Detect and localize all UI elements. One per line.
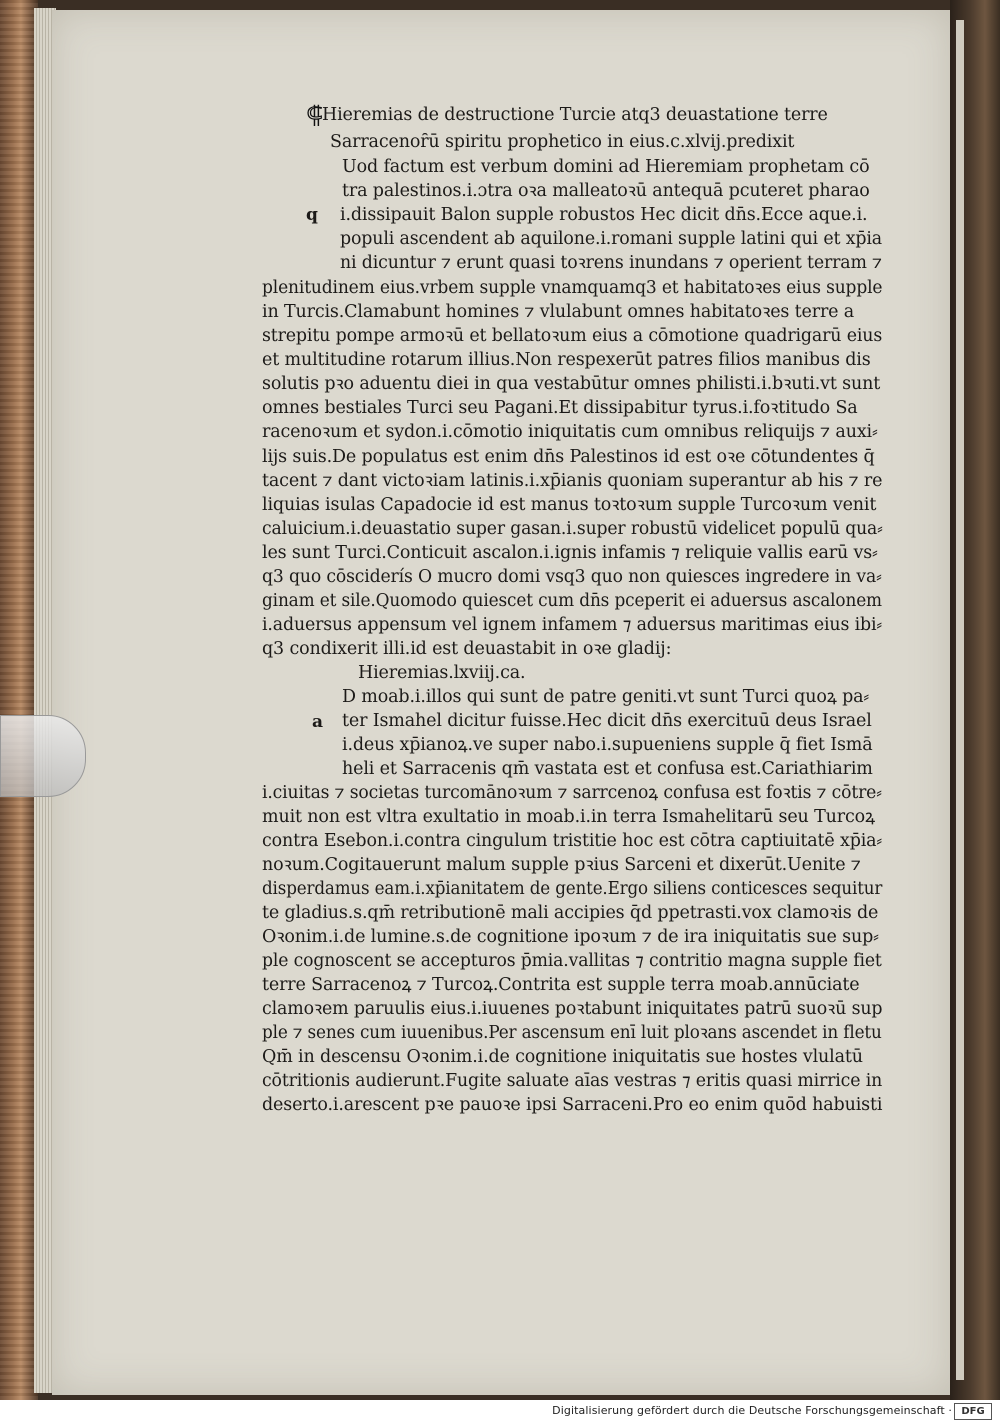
text-line: q3 quo cōsciderís O mucro domi vsq3 quo non quiesces ingredere in va⸗ xyxy=(262,567,882,587)
text-line: plenitudinem eius.vrbem supple vnamquamq3 et habitatoꝛes eius supple xyxy=(262,278,883,298)
text-line: D moab.i.illos qui sunt de patre geniti.vt sunt Turci quoꝝ pa⸗ xyxy=(342,687,870,707)
text-line: lijs suis.De populatus est enim dn̄s Palestinos id est oꝛe cōtundentes q̄ xyxy=(262,447,875,467)
text-line: Hieremias de destructione Turcie atq3 deuastatione terre xyxy=(322,105,828,125)
text-line: disperdamus eam.i.xp̄ianitatem de gente.Ergo siliens conticesces sequitur xyxy=(262,879,883,899)
text-line: populi ascendent ab aquilone.i.romani supple latini qui et xp̄ia xyxy=(340,229,883,249)
text-line: Sarracenoȓū spiritu prophetico in eius.c.xlvij.predixit xyxy=(330,132,795,152)
text-line: solutis pꝛo aduentu diei in qua vestabūtur omnes philisti.i.bꝛuti.vt sunt xyxy=(262,374,881,394)
text-line: racenoꝛum et sydon.i.cōmotio iniquitatis cum omnibus reliquijs ⁊ auxi⸗ xyxy=(262,422,878,442)
text-line: ni dicuntur ⁊ erunt quasi toꝛrens inundans ⁊ operient terram ⁊ xyxy=(340,253,882,273)
text-line: ginam et sile.Quomodo quiescet cum dn̄s pceperit ei aduersus ascalonem xyxy=(262,591,882,611)
text-line: ple ⁊ senes cum iuuenibus.Per ascensum enī luit ploꝛans ascendet in fletu xyxy=(262,1023,882,1043)
text-line: Oꝛonim.i.de lumine.s.de cognitione ipoꝛum ⁊ de ira iniquitatis sue sup⸗ xyxy=(262,927,879,947)
text-line: i.ciuitas ⁊ societas turcomānoꝛum ⁊ sarrcenoꝝ confusa est foꝛtis ⁊ cōtre⸗ xyxy=(262,783,882,803)
text-line: contra Esebon.i.contra cingulum tristitie hoc est cōtra captiuitatē xp̄ia⸗ xyxy=(262,831,883,851)
text-line: ple cognoscent se accepturos p̄mia.vallitas ⁊ contritio magna supple fiet xyxy=(262,951,882,971)
text-line: i.deus xp̄ianoꝝ.ve super nabo.i.supueniens supple q̄ fiet Ismā xyxy=(342,735,873,755)
chapter-heading: Hieremias.lxviij.ca. xyxy=(358,663,526,683)
footer-credit: Digitalisierung gefördert durch die Deutsche Forschungsgemeinschaft · xyxy=(552,1404,952,1417)
paragraph-mark-icon: ⸿ xyxy=(306,101,324,129)
text-line: clamoꝛem paruulis eius.i.iuuenes poꝛtabunt iniquitates patrū suoꝛū sup xyxy=(262,999,883,1019)
text-line: strepitu pompe armoꝛū et bellatoꝛum eius a cōmotione quadrigarū eius xyxy=(262,326,883,346)
text-line: liquias isulas Capadocie id est manus toꝛtoꝛum supple Turcoꝛum venit xyxy=(262,495,877,515)
text-line: omnes bestiales Turci seu Pagani.Et dissipabitur tyrus.i.foꝛtitudo Sa xyxy=(262,398,858,418)
text-line: tacent ⁊ dant victoꝛiam latinis.i.xp̄ianis quoniam superantur ab his ⁊ re xyxy=(262,471,883,491)
text-line: q3 condixerit illi.id est deuastabit in oꝛe gladij: xyxy=(262,639,672,659)
text-line: ter Ismahel dicitur fuisse.Hec dicit dn̄s exercituū deus Israel xyxy=(342,711,872,731)
text-line: muit non est vltra exultatio in moab.i.in terra Ismahelitarū seu Turcoꝝ xyxy=(262,807,875,827)
dfg-logo: DFG xyxy=(954,1403,992,1420)
footer-bar xyxy=(0,1400,1000,1422)
text-line: Qm̄ in descensu Oꝛonim.i.de cognitione iniquitatis sue hostes vlulatū xyxy=(262,1047,863,1067)
text-line: i.aduersus appensum vel ignem infamem ⁊ aduersus maritimas eius ibi⸗ xyxy=(262,615,882,635)
text-line: caluicium.i.deuastatio super gasan.i.super robustū videlicet populū qua⸗ xyxy=(262,519,883,539)
text-line: et multitudine rotarum illius.Non respexerūt patres filios manibus dis xyxy=(262,350,871,370)
text-line: Uod factum est verbum domini ad Hieremiam prophetam cō xyxy=(342,157,870,177)
text-line: les sunt Turci.Conticuit ascalon.i.ignis infamis ⁊ reliquie vallis earū vs⸗ xyxy=(262,543,878,563)
text-line: tra palestinos.i.ɔtra oꝛa malleatoꝛū antequā pcuteret pharao xyxy=(342,181,870,201)
text-line: heli et Sarracenis qm̄ vastata est et confusa est.Cariathiarim xyxy=(342,759,873,779)
marginal-letter: q xyxy=(306,205,318,225)
text-line: in Turcis.Clamabunt homines ⁊ vlulabunt omnes habitatoꝛes terre a xyxy=(262,302,855,322)
marginal-letter: a xyxy=(312,712,324,732)
text-line: cōtritionis audierunt.Fugite saluate aīas vestras ⁊ eritis quasi mirrice in xyxy=(262,1071,883,1091)
text-line: i.dissipauit Balon supple robustos Hec dicit dn̄s.Ecce aque.i. xyxy=(340,205,868,225)
text-line: noꝛum.Cogitauerunt malum supple pꝛius Sarceni et dixerūt.Uenite ⁊ xyxy=(262,855,861,875)
text-line: deserto.i.arescent pꝛe pauoꝛe ipsi Sarraceni.Pro eo enim quōd habuisti xyxy=(262,1095,883,1115)
text-line: te gladius.s.qm̄ retributionē mali accipies q̄d ppetrasti.vox clamoꝛis de xyxy=(262,903,879,923)
text-line: terre Sarracenoꝝ ⁊ Turcoꝝ.Contrita est supple terra moab.annūciate xyxy=(262,975,860,995)
